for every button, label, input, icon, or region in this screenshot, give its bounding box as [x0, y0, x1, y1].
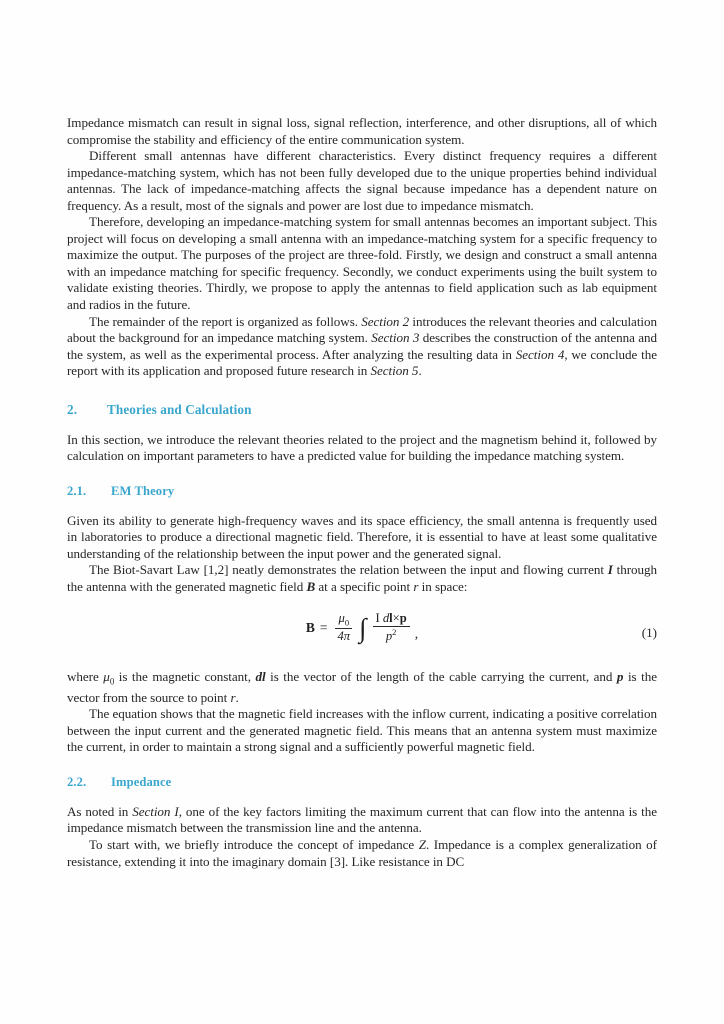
paragraph-report-organization — [67, 314, 657, 380]
spacer — [67, 499, 657, 513]
eq1-constant-fraction — [332, 612, 355, 644]
text-run: . — [418, 363, 422, 379]
spacer — [67, 790, 657, 804]
paragraph-section2-intro: In this section, we introduce the relevant theories related to the project and the magnetism behind it, followed by calculation on important parameters to have a predicted value for building the impedance matching system. — [67, 431, 657, 464]
text-run: at a specific point — [315, 579, 414, 595]
eq1-numerator — [373, 612, 410, 628]
eq1-cross: × — [392, 610, 400, 625]
paragraph-equation-interpretation: The equation shows that the magnetic field increases with the inflow current, indicating a positive correlation between the input current and the generated magnetic field. This means that an antenna system must maximize the current, in order to maintain a strong signal and a sufficiently powerful magnetic field. — [67, 706, 657, 755]
eq1-vector-p: p — [399, 610, 407, 625]
text-run: is the vector from the source to point — [67, 668, 657, 705]
paragraph-impedance-definition — [67, 837, 657, 870]
text-run: , one of the key factors limiting the maximum current that can flow into the antenna is the impedance mismatch between the transmission line and the antenna. — [67, 803, 657, 836]
text-run: through the antenna with the generated magnetic field — [67, 562, 658, 595]
eq1-d: d — [382, 610, 390, 625]
eq1-current-I: I — [375, 610, 380, 625]
eq1-denominator — [383, 627, 400, 644]
page-content-column — [67, 115, 657, 870]
mu-symbol: μ — [338, 610, 345, 625]
equation-1-number: (1) — [641, 624, 657, 640]
symbol-mu: μ — [103, 668, 110, 684]
text-run: introduces the relevant theories and calculation about the background for an impedance matching system. — [67, 313, 657, 346]
display-equation-1 — [67, 608, 657, 658]
eq1-p-exponent: 2 — [392, 627, 397, 638]
text-run: To start with, we briefly introduce the concept of impedance — [89, 837, 419, 853]
text-run: in space: — [418, 579, 468, 595]
spacer — [67, 756, 657, 775]
symbol-point-r: r — [230, 689, 236, 705]
eq1-equals: = — [319, 619, 328, 635]
paragraph-project-purposes: Therefore, developing an impedance-matching system for small antennas becomes an important subject. This project will focus on developing a small antenna with an impedance-matching system for a specific frequency to maximize the output. The purposes of the project are three-fold. Firstly, we design and construct a small antenna with an impedance matching for specific frequency. Secondly, we conduct experiments using the built system to validate existing theories. Thirdly, we propose to apply the antennas to field application such as lab equipment and radios in the future. — [67, 214, 657, 313]
eq1-vector-l: l — [389, 610, 393, 625]
eq1-p-base: p — [385, 629, 393, 644]
symbol-impedance-Z: Z — [418, 837, 426, 853]
heading-title: EM Theory — [111, 483, 175, 498]
text-run: describes the construction of the antenna and the system, as well as the experimental process. After analyzing the resulting data in — [67, 330, 657, 362]
paragraph-equation-variables — [67, 669, 657, 707]
text-run: where — [67, 668, 104, 684]
heading-title: Impedance — [111, 774, 172, 789]
text-run: is the vector of the length of the cable carrying the current, and — [265, 668, 617, 684]
eq1-main-fraction — [371, 612, 412, 644]
paragraph-different-small-antennas: Different small antennas have different characteristics. Every distinct frequency requires a different impedance-matching system, which has not been fully developed due to the unique properties behind individual antennas. The lack of impedance-matching affects the signal because impedance has a dependent nature on frequency. As a result, most of the signals and power are lost due to impedance mismatch. — [67, 148, 657, 213]
section-ref-4: Section 4 — [515, 346, 565, 362]
eq1-four-pi: 4π — [337, 629, 351, 644]
heading-number: 2. — [67, 401, 78, 417]
text-run: As noted in — [67, 803, 133, 819]
section-ref-1: Section I — [132, 803, 179, 819]
symbol-dl: dl — [255, 668, 266, 684]
heading-title: Theories and Calculation — [107, 401, 252, 417]
spacer — [67, 380, 657, 402]
paragraph-impedance-intro — [67, 804, 657, 837]
equation-1-expression — [67, 612, 657, 644]
text-run: is the magnetic constant, — [114, 668, 256, 684]
heading-section-2 — [67, 402, 657, 418]
text-run: The Biot-Savart Law [1,2] neatly demonstrates the relation between the input and flowing current — [89, 562, 608, 578]
symbol-field-B: B — [306, 579, 316, 595]
eq1-comma: , — [414, 625, 419, 641]
symbol-mu-subscript: 0 — [109, 676, 115, 687]
heading-number: 2.2. — [67, 774, 87, 789]
text-run: The remainder of the report is organized as follows. — [89, 313, 362, 329]
heading-section-2-1 — [67, 484, 657, 499]
symbol-current-I: I — [607, 562, 613, 578]
text-run: . Impedance is a complex generalization of resistance, extending it into the imaginary domain [3]. Like resistance in DC — [67, 837, 657, 869]
section-ref-5: Section 5 — [370, 363, 419, 379]
paragraph-em-theory-intro: Given its ability to generate high-frequency waves and its space efficiency, the small antenna is frequently used in laboratories to produce a directional magnetic field. Therefore, it is essential to have at least some qualitative understanding of the relationship between the input power and the generated signal. — [67, 512, 657, 561]
section-ref-3: Section 3 — [371, 330, 420, 346]
paragraph-impedance-mismatch: Impedance mismatch can result in signal loss, signal reflection, interference, and other disruptions, all of which compromise the stability and efficiency of the entire communication system. — [67, 115, 657, 147]
spacer — [67, 418, 657, 432]
text-run: . — [235, 689, 239, 705]
heading-section-2-2 — [67, 775, 657, 790]
math-row — [306, 612, 418, 644]
spacer — [67, 465, 657, 484]
symbol-point-r: r — [413, 579, 419, 595]
heading-number: 2.1. — [67, 483, 87, 498]
section-ref-2: Section 2 — [361, 313, 410, 329]
symbol-vector-p: p — [616, 668, 624, 684]
eq1-lhs-B: B — [305, 619, 315, 635]
mu-subscript: 0 — [344, 617, 350, 628]
eq1-mu-zero — [335, 612, 352, 630]
integral-icon: ∫ — [359, 613, 367, 644]
text-run: , we conclude the report with its application and proposed future research in — [67, 346, 657, 379]
paragraph-biot-savart-intro — [67, 562, 657, 595]
